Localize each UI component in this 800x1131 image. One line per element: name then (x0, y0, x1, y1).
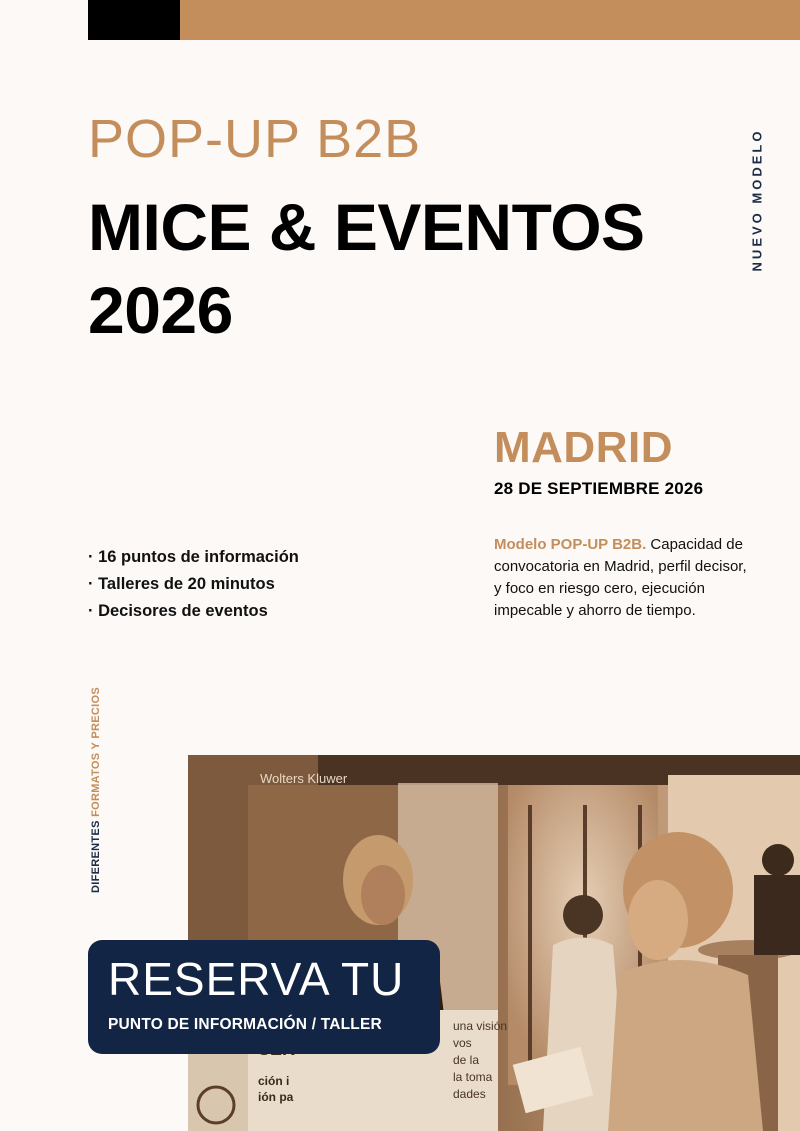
reserve-button-title: RESERVA TU (108, 953, 405, 1005)
reserve-button-subtitle: PUNTO DE INFORMACIÓN / TALLER (108, 1016, 382, 1033)
list-item: · Decisores de eventos (88, 602, 268, 620)
photo-sign-line: dades (453, 1087, 486, 1101)
photo-banner-text: Wolters Kluwer (260, 771, 348, 786)
kicker-title: POP-UP B2B (88, 109, 422, 169)
list-item: · 16 puntos de información (88, 548, 299, 566)
side-label-right: NUEVO MODELO (749, 128, 765, 272)
top-bar-black (88, 0, 180, 40)
photo-sign-line: la toma (453, 1070, 493, 1084)
list-item: · Talleres de 20 minutos (88, 575, 275, 593)
main-title-line1: MICE & EVENTOS (88, 190, 645, 264)
photo-panel-line: ión pa (258, 1090, 294, 1104)
photo-panel-line: ción i (258, 1074, 290, 1088)
description (494, 534, 754, 622)
event-city: MADRID (494, 423, 673, 472)
reserve-button[interactable] (88, 940, 440, 1054)
description-accent: Modelo POP-UP B2B. (494, 536, 647, 553)
event-date: 28 DE SEPTIEMBRE 2026 (494, 479, 704, 498)
main-title-line2: 2026 (88, 273, 233, 347)
top-bar-gold (180, 0, 800, 40)
description-text: Capacidad de convocatoria en Madrid, perfil decisor, y foco en riesgo cero, ejecución impecable y ahorro de tiempo. (494, 536, 747, 619)
side-label-left-part1: DIFERENTES (90, 820, 102, 893)
side-label-left (90, 687, 102, 893)
photo-sign-line: vos (453, 1036, 472, 1050)
photo-sign-line: de la (453, 1053, 480, 1067)
feature-list (88, 544, 299, 625)
photo-sign-line: una visión (453, 1019, 508, 1033)
side-label-left-part2: FORMATOS Y PRECIOS (90, 687, 102, 821)
